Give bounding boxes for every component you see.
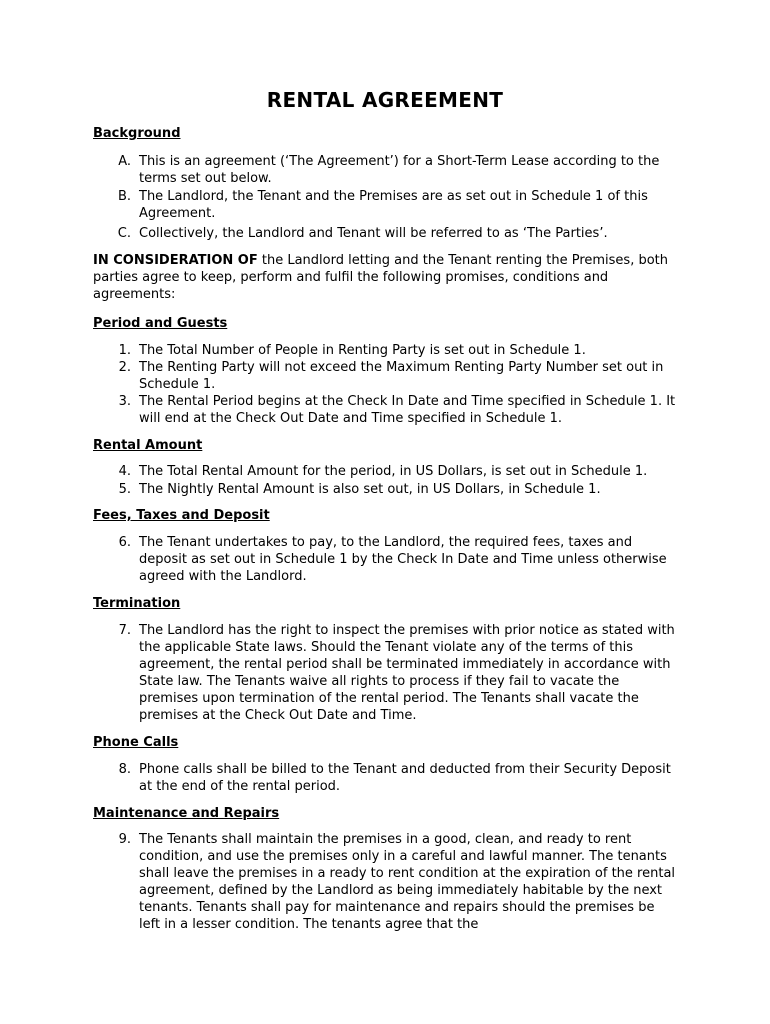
list-item — [93, 622, 678, 724]
consideration-lead: IN CONSIDERATION OF — [93, 253, 258, 268]
list-marker: B. — [117, 189, 131, 204]
heading-background: Background — [93, 126, 181, 141]
list-marker: 1. — [118, 343, 131, 358]
list-item — [93, 761, 678, 795]
list-item — [93, 342, 678, 359]
list-item — [93, 534, 678, 585]
list-marker: 7. — [118, 623, 131, 638]
list-item — [93, 831, 678, 933]
list-marker: 9. — [118, 832, 131, 847]
list-item — [93, 481, 678, 498]
list-item-text: The Landlord has the right to inspect the premises with prior notice as stated with the applicable State laws. Should the Tenant violate any of the terms of this agreement, the rental period shall be terminated immediately in accordance with State law. The Tenants waive all rights to process if they fail to vacate the premises upon termination of the rental period. The Tenants shall vacate the premises at the Check Out Date and Time. — [139, 623, 675, 723]
list-item — [93, 188, 678, 222]
list-marker: 2. — [118, 360, 131, 375]
list-item — [93, 153, 678, 187]
list-item — [93, 225, 678, 242]
list-item-text: The Renting Party will not exceed the Maximum Renting Party Number set out in Schedule 1. — [139, 360, 664, 392]
list-item — [93, 393, 678, 427]
list-item-text: The Landlord, the Tenant and the Premises are as set out in Schedule 1 of this Agreement. — [139, 189, 648, 221]
list-item-text: The Nightly Rental Amount is also set out, in US Dollars, in Schedule 1. — [139, 482, 601, 497]
list-marker: 8. — [118, 762, 131, 777]
list-marker: A. — [118, 154, 131, 169]
list-item — [93, 359, 678, 393]
heading-maintenance-and-repairs: Maintenance and Repairs — [93, 806, 280, 821]
list-marker: 5. — [118, 482, 131, 497]
list-item-text: Collectively, the Landlord and Tenant will be referred to as ‘The Parties’. — [139, 226, 608, 241]
heading-rental-amount: Rental Amount — [93, 438, 203, 453]
heading-period-and-guests: Period and Guests — [93, 316, 228, 331]
heading-phone-calls: Phone Calls — [93, 735, 179, 750]
list-item-text: The Total Number of People in Renting Party is set out in Schedule 1. — [139, 343, 586, 358]
consideration-text: the Landlord letting and the Tenant renting the Premises, both parties agree to keep, perform and fulfil the following promises, conditions and agreements: — [93, 253, 669, 302]
list-item-text: The Tenants shall maintain the premises in a good, clean, and ready to rent condition, and use the premises only in a careful and lawful manner. The tenants shall leave the premises in a ready to rent condition at the expiration of the rental agreement, defined by the Landlord as being immediately habitable by the next tenants. Tenants shall pay for maintenance and repairs should the premises be left in a lesser condition. The tenants agree that the — [139, 832, 676, 932]
consideration-paragraph — [93, 252, 678, 303]
list-marker: C. — [117, 226, 131, 241]
list-item-text: The Tenant undertakes to pay, to the Landlord, the required fees, taxes and deposit as set out in Schedule 1 by the Check In Date and Time unless otherwise agreed with the Landlord. — [139, 535, 667, 584]
list-item-text: This is an agreement (‘The Agreement’) for a Short-Term Lease according to the terms set out below. — [139, 154, 660, 186]
heading-fees-taxes-deposit: Fees, Taxes and Deposit — [93, 508, 270, 523]
list-item-text: Phone calls shall be billed to the Tenant and deducted from their Security Deposit at the end of the rental period. — [139, 762, 671, 794]
list-item-text: The Total Rental Amount for the period, in US Dollars, is set out in Schedule 1. — [139, 464, 648, 479]
list-marker: 4. — [118, 464, 131, 479]
heading-termination: Termination — [93, 596, 181, 611]
list-marker: 6. — [118, 535, 131, 550]
list-item-text: The Rental Period begins at the Check In Date and Time specified in Schedule 1. It will end at the Check Out Date and Time specified in Schedule 1. — [139, 394, 676, 426]
list-item — [93, 463, 678, 480]
document-title: RENTAL AGREEMENT — [266, 88, 504, 112]
list-marker: 3. — [118, 394, 131, 409]
